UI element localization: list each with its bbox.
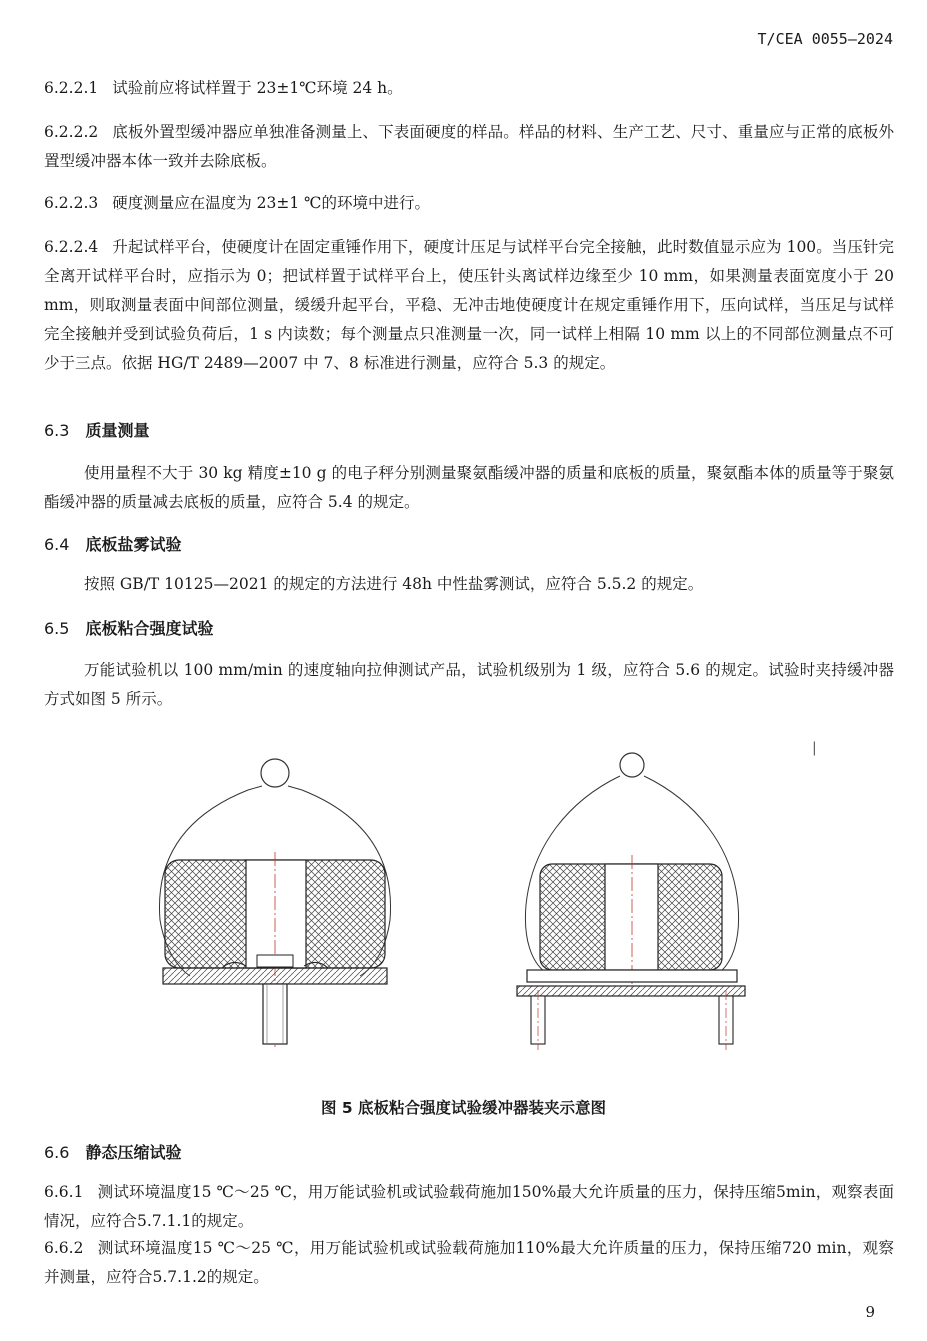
- clause-6-6-2: [44, 1234, 894, 1292]
- section-title: 底板粘合强度试验: [85, 619, 214, 638]
- right-hook-ring: [620, 753, 644, 777]
- section-title: 质量测量: [85, 421, 150, 440]
- clause-number: 6.2.2.3: [44, 194, 99, 212]
- left-hook-ring: [261, 759, 289, 787]
- section-number: 6.3: [44, 421, 70, 440]
- section-title: 静态压缩试验: [85, 1143, 182, 1162]
- right-base-plate: [517, 986, 745, 996]
- section-body-6-3: 使用量程不大于 30 kg 精度±10 g 的电子秤分别测量聚氨酯缓冲器的质量和底板的质量，聚氨酯本体的质量等于聚氨酯缓冲器的质量减去底板的质量，应符合 5.4 的规定。: [44, 464, 894, 511]
- section-number: 6.5: [44, 619, 70, 638]
- clause-text: 测试环境温度15 ℃～25 ℃，用万能试验机或试验载荷施加110%最大允许质量的压力，保持压缩720 min，观察并测量，应符合5.7.1.2的规定。: [44, 1239, 894, 1286]
- clause-6-6-1: [44, 1178, 894, 1236]
- stray-mark: |: [812, 740, 817, 756]
- left-center-bore: [246, 860, 306, 968]
- left-bolt: [263, 984, 287, 1044]
- clause-number: 6.2.2.4: [44, 238, 99, 256]
- section-body-6-5: 万能试验机以 100 mm/min 的速度轴向拉伸测试产品，试验机级别为 1 级，应符合 5.6 的规定。试验时夹持缓冲器方式如图 5 所示。: [44, 661, 894, 708]
- left-base-plate: [163, 968, 387, 984]
- section-body-6-4: 按照 GB/T 10125—2021 的规定的方法进行 48h 中性盐雾测试，应符合 5.5.2 的规定。: [84, 575, 704, 593]
- clause-number: 6.2.2.2: [44, 123, 99, 141]
- right-top-plate: [527, 970, 737, 982]
- section-heading-6-6: [44, 1140, 181, 1163]
- left-clamp-assembly: [159, 759, 390, 1050]
- figure-caption: 图 5 底板粘合强度试验缓冲器装夹示意图: [320, 1099, 607, 1117]
- section-title: 底板盐雾试验: [85, 535, 182, 554]
- clause-number: 6.2.2.1: [44, 79, 99, 97]
- document-id: T/CEA 0055—2024: [757, 30, 893, 48]
- section-number: 6.4: [44, 535, 70, 554]
- clause-number: 6.6.2: [44, 1239, 84, 1257]
- clause-text: 硬度测量应在温度为 23±1 ℃的环境中进行。: [112, 194, 431, 212]
- clause-text: 升起试样平台，使硬度计在固定重锤作用下，硬度计压足与试样平台完全接触，此时数值显示应为 100。当压针完全离开试样平台时，应指示为 0；把试样置于试样平台上，使压针头离试样边缘至少 10 mm，如果测量表面宽度小于 20 mm，则取测量表面中间部位测量，缓缓升起平台，平稳、无冲击地使硬度计在规定重锤作用下，压向试样，当压足与试样完全接触并受到试验负荷后，1 s 内读数；每个测量点只准测量一次，同一试样上相隔 10 mm 以上的不同部位测量点不可少于三点。依据 HG/T 2489—2007 中 7、8 标准进行测量，应符合 5.3 的规定。: [44, 238, 894, 372]
- clause-text: 测试环境温度15 ℃～25 ℃，用万能试验机或试验载荷施加150%最大允许质量的压力，保持压缩5min，观察表面情况，应符合5.7.1.1的规定。: [44, 1183, 894, 1230]
- clause-text: 底板外置型缓冲器应单独准备测量上、下表面硬度的样品。样品的材料、生产工艺、尺寸、重量应与正常的底板外置型缓冲器本体一致并去除底板。: [44, 123, 894, 170]
- section-number: 6.6: [44, 1143, 70, 1162]
- right-center-bore: [605, 864, 658, 970]
- clause-number: 6.6.1: [44, 1183, 84, 1201]
- page-number: 9: [865, 1303, 875, 1321]
- clause-text: 试验前应将试样置于 23±1℃环境 24 h。: [112, 79, 403, 97]
- right-clamp-assembly: [517, 753, 745, 1050]
